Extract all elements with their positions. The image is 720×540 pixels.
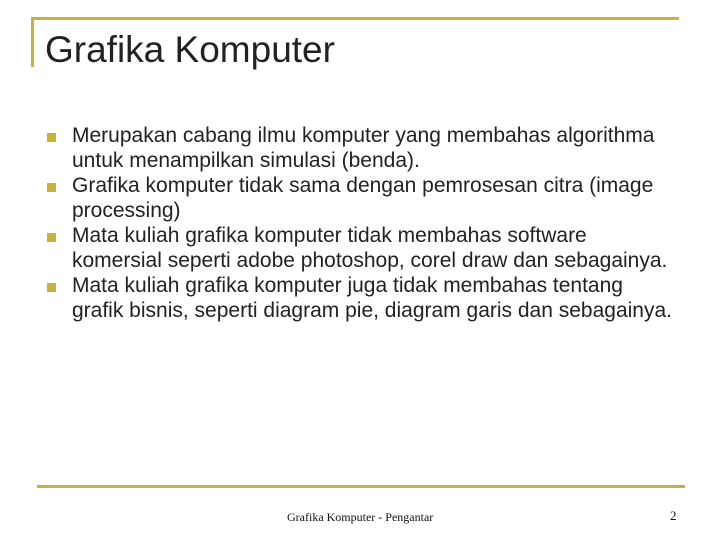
bullet-text: Mata kuliah grafika komputer tidak membahas software komersial seperti adobe photoshop, corel draw dan sebagainya. [72, 224, 668, 272]
bullet-list [47, 123, 677, 323]
page-number: 2 [670, 508, 677, 523]
bullet-text: Grafika komputer tidak sama dengan pemrosesan citra (image processing) [72, 174, 654, 222]
bullet-item [47, 223, 677, 273]
bullet-text: Mata kuliah grafika komputer juga tidak membahas tentang grafik bisnis, seperti diagram pie, diagram garis dan sebagainya. [72, 274, 672, 322]
bullet-text: Merupakan cabang ilmu komputer yang membahas algorithma untuk menampilkan simulasi (benda). [72, 124, 655, 172]
slide-title: Grafika Komputer [45, 29, 335, 70]
square-bullet-icon [47, 283, 56, 292]
square-bullet-icon [47, 183, 56, 192]
bullet-item [47, 173, 677, 223]
square-bullet-icon [47, 133, 56, 142]
square-bullet-icon [47, 233, 56, 242]
title-frame-top-border [31, 17, 679, 20]
title-frame-left-border [31, 17, 34, 67]
footer-title: Grafika Komputer - Pengantar [287, 510, 434, 524]
footer-divider [37, 485, 685, 488]
bullet-item [47, 123, 677, 173]
bullet-item [47, 273, 677, 323]
